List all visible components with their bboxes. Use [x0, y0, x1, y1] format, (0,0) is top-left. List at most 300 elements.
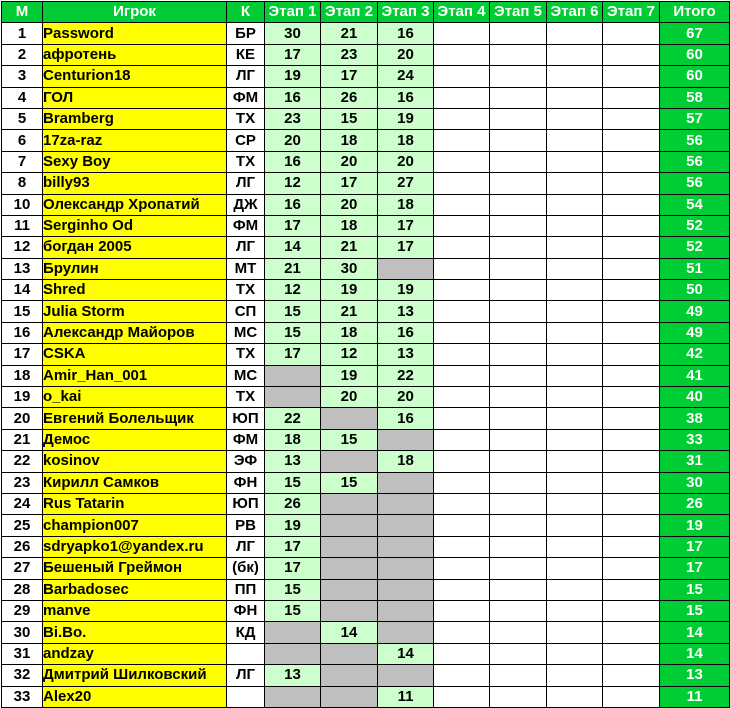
- stage-1-cell: 26: [265, 493, 321, 514]
- stage-6-cell: [547, 237, 603, 258]
- stage-7-cell: [603, 151, 660, 172]
- stage-5-cell: [490, 472, 547, 493]
- stage-1-cell: [265, 643, 321, 664]
- stage-1-cell: 12: [265, 173, 321, 194]
- stage-2-cell: [321, 579, 378, 600]
- player-name-cell: ГОЛ: [43, 87, 227, 108]
- rank-cell: 33: [2, 686, 43, 707]
- stage-4-cell: [434, 493, 490, 514]
- player-name-cell: Serginho Od: [43, 215, 227, 236]
- stage-3-cell: 18: [378, 130, 434, 151]
- team-cell: ЛГ: [227, 66, 265, 87]
- stage-1-cell: 17: [265, 536, 321, 557]
- stage-7-cell: [603, 237, 660, 258]
- table-row: [2, 515, 730, 536]
- stage-6-cell: [547, 536, 603, 557]
- total-cell: 17: [660, 558, 730, 579]
- stage-7-cell: [603, 408, 660, 429]
- player-name-cell: Bi.Bo.: [43, 622, 227, 643]
- stage-6-cell: [547, 194, 603, 215]
- stage-6-cell: [547, 301, 603, 322]
- player-name-cell: Amir_Han_001: [43, 365, 227, 386]
- total-cell: 33: [660, 429, 730, 450]
- team-cell: МС: [227, 322, 265, 343]
- rank-cell: 7: [2, 151, 43, 172]
- total-cell: 52: [660, 215, 730, 236]
- team-cell: ФН: [227, 600, 265, 621]
- stage-5-cell: [490, 301, 547, 322]
- stage-5-cell: [490, 493, 547, 514]
- stage-4-cell: [434, 87, 490, 108]
- total-cell: 57: [660, 108, 730, 129]
- stage-4-cell: [434, 173, 490, 194]
- stage-5-cell: [490, 66, 547, 87]
- stage-2-cell: [321, 451, 378, 472]
- stage-4-cell: [434, 579, 490, 600]
- table-row: [2, 194, 730, 215]
- player-name-cell: Password: [43, 23, 227, 44]
- table-row: [2, 472, 730, 493]
- stage-6-cell: [547, 215, 603, 236]
- stage-5-cell: [490, 344, 547, 365]
- stage-6-cell: [547, 515, 603, 536]
- stage-3-cell: [378, 258, 434, 279]
- stage-1-cell: 17: [265, 344, 321, 365]
- team-cell: ФМ: [227, 87, 265, 108]
- stage-7-cell: [603, 622, 660, 643]
- table-row: [2, 365, 730, 386]
- rank-cell: 11: [2, 215, 43, 236]
- rank-cell: 4: [2, 87, 43, 108]
- stage-7-cell: [603, 600, 660, 621]
- header-total: Итого: [660, 2, 730, 23]
- player-name-cell: Олександр Хропатий: [43, 194, 227, 215]
- stage-6-cell: [547, 408, 603, 429]
- stage-2-cell: 20: [321, 387, 378, 408]
- stage-7-cell: [603, 515, 660, 536]
- player-name-cell: Alex20: [43, 686, 227, 707]
- stage-1-cell: 15: [265, 322, 321, 343]
- stage-4-cell: [434, 130, 490, 151]
- stage-2-cell: 21: [321, 23, 378, 44]
- stage-4-cell: [434, 451, 490, 472]
- team-cell: ТХ: [227, 108, 265, 129]
- stage-7-cell: [603, 429, 660, 450]
- team-cell: ЮП: [227, 493, 265, 514]
- stage-1-cell: 15: [265, 301, 321, 322]
- stage-4-cell: [434, 408, 490, 429]
- stage-7-cell: [603, 643, 660, 664]
- rank-cell: 17: [2, 344, 43, 365]
- stage-3-cell: [378, 665, 434, 686]
- stage-6-cell: [547, 558, 603, 579]
- team-cell: СП: [227, 301, 265, 322]
- player-name-cell: Брулин: [43, 258, 227, 279]
- stage-5-cell: [490, 643, 547, 664]
- stage-2-cell: 19: [321, 280, 378, 301]
- team-cell: ФМ: [227, 215, 265, 236]
- stage-3-cell: [378, 622, 434, 643]
- stage-6-cell: [547, 365, 603, 386]
- stage-7-cell: [603, 44, 660, 65]
- stage-7-cell: [603, 558, 660, 579]
- stage-4-cell: [434, 515, 490, 536]
- stage-5-cell: [490, 280, 547, 301]
- stage-3-cell: 16: [378, 408, 434, 429]
- stage-1-cell: 14: [265, 237, 321, 258]
- stage-3-cell: [378, 429, 434, 450]
- stage-2-cell: 30: [321, 258, 378, 279]
- header-stage-5: Этап 5: [490, 2, 547, 23]
- stage-3-cell: 18: [378, 451, 434, 472]
- stage-6-cell: [547, 280, 603, 301]
- total-cell: 49: [660, 301, 730, 322]
- player-name-cell: Shred: [43, 280, 227, 301]
- table-row: [2, 643, 730, 664]
- stage-3-cell: 17: [378, 237, 434, 258]
- stage-6-cell: [547, 108, 603, 129]
- rank-cell: 29: [2, 600, 43, 621]
- total-cell: 51: [660, 258, 730, 279]
- stage-4-cell: [434, 387, 490, 408]
- stage-6-cell: [547, 23, 603, 44]
- header-stage-6: Этап 6: [547, 2, 603, 23]
- player-name-cell: sdryapko1@yandex.ru: [43, 536, 227, 557]
- rank-cell: 8: [2, 173, 43, 194]
- total-cell: 40: [660, 387, 730, 408]
- stage-6-cell: [547, 686, 603, 707]
- stage-2-cell: [321, 558, 378, 579]
- stage-1-cell: 15: [265, 472, 321, 493]
- stage-5-cell: [490, 173, 547, 194]
- total-cell: 58: [660, 87, 730, 108]
- stage-3-cell: [378, 515, 434, 536]
- player-name-cell: Sexy Boy: [43, 151, 227, 172]
- table-row: [2, 451, 730, 472]
- stage-3-cell: 27: [378, 173, 434, 194]
- stage-4-cell: [434, 258, 490, 279]
- stage-4-cell: [434, 151, 490, 172]
- header-player: Игрок: [43, 2, 227, 23]
- stage-3-cell: 22: [378, 365, 434, 386]
- table-row: [2, 322, 730, 343]
- header-rank: М: [2, 2, 43, 23]
- stage-7-cell: [603, 387, 660, 408]
- stage-1-cell: 22: [265, 408, 321, 429]
- player-name-cell: andzay: [43, 643, 227, 664]
- stage-4-cell: [434, 194, 490, 215]
- stage-1-cell: 30: [265, 23, 321, 44]
- header-stage-1: Этап 1: [265, 2, 321, 23]
- team-cell: ТХ: [227, 387, 265, 408]
- stage-7-cell: [603, 472, 660, 493]
- stage-1-cell: 17: [265, 558, 321, 579]
- stage-2-cell: [321, 493, 378, 514]
- stage-7-cell: [603, 301, 660, 322]
- stage-4-cell: [434, 108, 490, 129]
- stage-2-cell: 21: [321, 237, 378, 258]
- stage-3-cell: 17: [378, 215, 434, 236]
- rank-cell: 30: [2, 622, 43, 643]
- table-row: [2, 536, 730, 557]
- rank-cell: 21: [2, 429, 43, 450]
- rank-cell: 13: [2, 258, 43, 279]
- stage-4-cell: [434, 44, 490, 65]
- team-cell: ЛГ: [227, 173, 265, 194]
- total-cell: 54: [660, 194, 730, 215]
- stage-2-cell: 20: [321, 194, 378, 215]
- total-cell: 41: [660, 365, 730, 386]
- header-stage-7: Этап 7: [603, 2, 660, 23]
- rank-cell: 23: [2, 472, 43, 493]
- stage-1-cell: 23: [265, 108, 321, 129]
- stage-2-cell: 26: [321, 87, 378, 108]
- table-row: [2, 151, 730, 172]
- player-name-cell: kosinov: [43, 451, 227, 472]
- stage-3-cell: [378, 600, 434, 621]
- player-name-cell: billy93: [43, 173, 227, 194]
- total-cell: 31: [660, 451, 730, 472]
- rank-cell: 18: [2, 365, 43, 386]
- stage-1-cell: 20: [265, 130, 321, 151]
- stage-6-cell: [547, 130, 603, 151]
- total-cell: 11: [660, 686, 730, 707]
- stage-2-cell: 18: [321, 130, 378, 151]
- rank-cell: 3: [2, 66, 43, 87]
- stage-3-cell: [378, 558, 434, 579]
- table-row: [2, 258, 730, 279]
- total-cell: 50: [660, 280, 730, 301]
- player-name-cell: Centurion18: [43, 66, 227, 87]
- stage-2-cell: [321, 515, 378, 536]
- stage-6-cell: [547, 643, 603, 664]
- stage-2-cell: 21: [321, 301, 378, 322]
- stage-6-cell: [547, 429, 603, 450]
- total-cell: 26: [660, 493, 730, 514]
- stage-5-cell: [490, 215, 547, 236]
- stage-6-cell: [547, 387, 603, 408]
- stage-2-cell: 18: [321, 215, 378, 236]
- total-cell: 49: [660, 322, 730, 343]
- table-row: [2, 387, 730, 408]
- stage-3-cell: 18: [378, 194, 434, 215]
- stage-7-cell: [603, 108, 660, 129]
- total-cell: 19: [660, 515, 730, 536]
- stage-5-cell: [490, 194, 547, 215]
- player-name-cell: Barbadosec: [43, 579, 227, 600]
- stage-7-cell: [603, 493, 660, 514]
- player-name-cell: Демос: [43, 429, 227, 450]
- stage-4-cell: [434, 237, 490, 258]
- stage-3-cell: 13: [378, 344, 434, 365]
- stage-3-cell: 16: [378, 322, 434, 343]
- stage-3-cell: 20: [378, 44, 434, 65]
- total-cell: 17: [660, 536, 730, 557]
- total-cell: 30: [660, 472, 730, 493]
- stage-4-cell: [434, 472, 490, 493]
- stage-5-cell: [490, 322, 547, 343]
- team-cell: ФМ: [227, 429, 265, 450]
- rank-cell: 15: [2, 301, 43, 322]
- player-name-cell: CSKA: [43, 344, 227, 365]
- stage-3-cell: 14: [378, 643, 434, 664]
- stage-5-cell: [490, 151, 547, 172]
- stage-1-cell: 19: [265, 66, 321, 87]
- total-cell: 14: [660, 622, 730, 643]
- team-cell: [227, 643, 265, 664]
- stage-5-cell: [490, 686, 547, 707]
- stage-7-cell: [603, 130, 660, 151]
- stage-4-cell: [434, 280, 490, 301]
- stage-4-cell: [434, 301, 490, 322]
- total-cell: 38: [660, 408, 730, 429]
- stage-7-cell: [603, 87, 660, 108]
- table-row: [2, 215, 730, 236]
- team-cell: ЛГ: [227, 536, 265, 557]
- stage-1-cell: 19: [265, 515, 321, 536]
- stage-5-cell: [490, 130, 547, 151]
- stage-5-cell: [490, 23, 547, 44]
- stage-1-cell: [265, 622, 321, 643]
- stage-3-cell: [378, 536, 434, 557]
- stage-3-cell: [378, 493, 434, 514]
- stage-4-cell: [434, 215, 490, 236]
- rank-cell: 19: [2, 387, 43, 408]
- team-cell: МТ: [227, 258, 265, 279]
- player-name-cell: афротень: [43, 44, 227, 65]
- stage-5-cell: [490, 600, 547, 621]
- stage-2-cell: 17: [321, 66, 378, 87]
- stage-6-cell: [547, 258, 603, 279]
- team-cell: ТХ: [227, 344, 265, 365]
- stage-3-cell: 13: [378, 301, 434, 322]
- rank-cell: 27: [2, 558, 43, 579]
- rank-cell: 20: [2, 408, 43, 429]
- player-name-cell: Бешеный Греймон: [43, 558, 227, 579]
- stage-3-cell: 20: [378, 151, 434, 172]
- table-row: [2, 173, 730, 194]
- team-cell: КД: [227, 622, 265, 643]
- stage-1-cell: 18: [265, 429, 321, 450]
- table-row: [2, 493, 730, 514]
- team-cell: ЭФ: [227, 451, 265, 472]
- team-cell: КЕ: [227, 44, 265, 65]
- player-name-cell: Rus Tatarin: [43, 493, 227, 514]
- table-row: [2, 130, 730, 151]
- stage-7-cell: [603, 173, 660, 194]
- stage-6-cell: [547, 322, 603, 343]
- stage-5-cell: [490, 515, 547, 536]
- player-name-cell: manve: [43, 600, 227, 621]
- rank-cell: 6: [2, 130, 43, 151]
- header-stage-2: Этап 2: [321, 2, 378, 23]
- stage-7-cell: [603, 322, 660, 343]
- stage-6-cell: [547, 66, 603, 87]
- total-cell: 13: [660, 665, 730, 686]
- total-cell: 56: [660, 130, 730, 151]
- stage-7-cell: [603, 365, 660, 386]
- table-row: [2, 600, 730, 621]
- stage-1-cell: 15: [265, 579, 321, 600]
- player-name-cell: Bramberg: [43, 108, 227, 129]
- stage-2-cell: 19: [321, 365, 378, 386]
- team-cell: ДЖ: [227, 194, 265, 215]
- stage-7-cell: [603, 451, 660, 472]
- stage-3-cell: 16: [378, 23, 434, 44]
- table-row: [2, 237, 730, 258]
- team-cell: ТХ: [227, 280, 265, 301]
- team-cell: (бк): [227, 558, 265, 579]
- player-name-cell: Кирилл Самков: [43, 472, 227, 493]
- total-cell: 56: [660, 151, 730, 172]
- table-body: [2, 23, 730, 708]
- table-row: [2, 686, 730, 707]
- total-cell: 67: [660, 23, 730, 44]
- stage-7-cell: [603, 66, 660, 87]
- stage-6-cell: [547, 665, 603, 686]
- stage-1-cell: [265, 686, 321, 707]
- table-row: [2, 87, 730, 108]
- rank-cell: 25: [2, 515, 43, 536]
- table-row: [2, 408, 730, 429]
- total-cell: 60: [660, 44, 730, 65]
- table-row: [2, 429, 730, 450]
- stage-2-cell: [321, 408, 378, 429]
- table-row: [2, 44, 730, 65]
- stage-1-cell: 16: [265, 87, 321, 108]
- rank-cell: 12: [2, 237, 43, 258]
- stage-7-cell: [603, 23, 660, 44]
- stage-4-cell: [434, 665, 490, 686]
- stage-4-cell: [434, 23, 490, 44]
- rank-cell: 22: [2, 451, 43, 472]
- stage-1-cell: [265, 365, 321, 386]
- stage-6-cell: [547, 173, 603, 194]
- table-row: [2, 344, 730, 365]
- rank-cell: 14: [2, 280, 43, 301]
- stage-3-cell: 19: [378, 280, 434, 301]
- stage-4-cell: [434, 686, 490, 707]
- stage-5-cell: [490, 408, 547, 429]
- stage-7-cell: [603, 579, 660, 600]
- stage-4-cell: [434, 429, 490, 450]
- rank-cell: 26: [2, 536, 43, 557]
- stage-7-cell: [603, 665, 660, 686]
- stage-5-cell: [490, 387, 547, 408]
- stage-1-cell: 15: [265, 600, 321, 621]
- stage-1-cell: 13: [265, 451, 321, 472]
- stage-7-cell: [603, 536, 660, 557]
- stage-2-cell: 17: [321, 173, 378, 194]
- rank-cell: 24: [2, 493, 43, 514]
- stage-2-cell: [321, 600, 378, 621]
- stage-6-cell: [547, 44, 603, 65]
- stage-7-cell: [603, 344, 660, 365]
- stage-5-cell: [490, 87, 547, 108]
- stage-6-cell: [547, 493, 603, 514]
- stage-1-cell: 16: [265, 194, 321, 215]
- stage-2-cell: 14: [321, 622, 378, 643]
- stage-3-cell: 24: [378, 66, 434, 87]
- stage-7-cell: [603, 194, 660, 215]
- stage-6-cell: [547, 344, 603, 365]
- stage-6-cell: [547, 451, 603, 472]
- team-cell: ЛГ: [227, 237, 265, 258]
- total-cell: 14: [660, 643, 730, 664]
- player-name-cell: o_kai: [43, 387, 227, 408]
- header-stage-3: Этап 3: [378, 2, 434, 23]
- team-cell: ТХ: [227, 151, 265, 172]
